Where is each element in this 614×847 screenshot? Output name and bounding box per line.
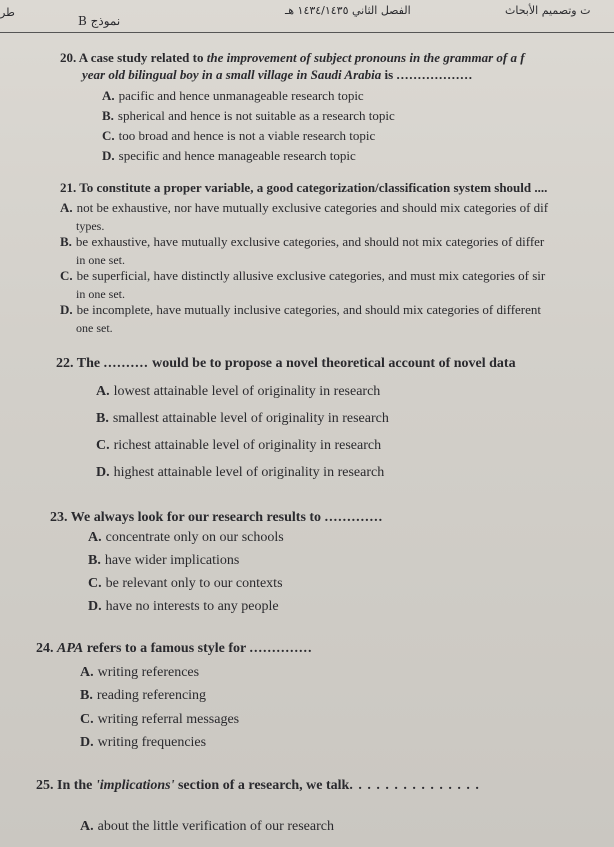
question-23-stem: 23. We always look for our research results to ............. bbox=[50, 510, 384, 525]
question-21-option-d[interactable]: D. be incomplete, have mutually inclusive categories, and should mix categories of different bbox=[60, 302, 542, 317]
question-24-option-c[interactable]: C. writing referral messages bbox=[80, 712, 240, 727]
question-21-option-b-continued: in one set. bbox=[76, 253, 125, 267]
question-24-stem: 24. APA refers to a famous style for .............. bbox=[36, 641, 313, 656]
question-23-option-a[interactable]: A. concentrate only on our schools bbox=[88, 530, 284, 545]
header-left-mark: طر bbox=[0, 6, 15, 19]
question-25-option-a[interactable]: A. about the little verification of our research bbox=[80, 819, 334, 834]
course-title: ت وتصميم الأبحاث bbox=[505, 4, 591, 17]
question-21-option-a[interactable]: A. not be exhaustive, nor have mutually exclusive categories and should mix categories of dif bbox=[60, 200, 549, 215]
question-20-option-a[interactable]: A. pacific and hence unmanageable research topic bbox=[102, 88, 364, 103]
question-22-option-a[interactable]: A. lowest attainable level of originality in research bbox=[96, 384, 381, 399]
question-24-option-a[interactable]: A. writing references bbox=[80, 665, 200, 680]
question-20-stem-line1: 20. A case study related to the improvement of subject pronouns in the grammar of a f bbox=[60, 50, 525, 65]
question-22-option-d[interactable]: D. highest attainable level of originality in research bbox=[96, 465, 385, 480]
question-24-option-d[interactable]: D. writing frequencies bbox=[80, 735, 207, 750]
page-header bbox=[0, 0, 614, 34]
question-25-stem: 25. In the 'implications' section of a research, we talk. . . . . . . . . . . . . . . bbox=[36, 778, 480, 793]
semester-date: الفصل الثاني ١٤٣٤/١٤٣٥ هـ bbox=[285, 4, 411, 17]
question-20-option-c[interactable]: C. too broad and hence is not a viable research topic bbox=[102, 128, 376, 143]
question-21-option-c[interactable]: C. be superficial, have distinctly allusive exclusive categories, and must mix categories of sir bbox=[60, 268, 546, 283]
question-24-option-b[interactable]: B. reading referencing bbox=[80, 688, 207, 703]
question-23-option-d[interactable]: D. have no interests to any people bbox=[88, 599, 279, 614]
question-21-option-c-continued: in one set. bbox=[76, 287, 125, 301]
question-20-option-d[interactable]: D. specific and hence manageable research topic bbox=[102, 148, 356, 163]
question-22-option-c[interactable]: C. richest attainable level of originality in research bbox=[96, 438, 382, 453]
question-21-option-b[interactable]: B. be exhaustive, have mutually exclusive categories, and should not mix categories of differ bbox=[60, 234, 545, 249]
question-22-stem: 22. The .......... would be to propose a novel theoretical account of novel data bbox=[56, 356, 516, 371]
question-21-option-a-continued: types. bbox=[76, 219, 105, 233]
question-21-stem: 21. To constitute a proper variable, a good categorization/classification system should .... bbox=[60, 180, 548, 195]
question-23-option-c[interactable]: C. be relevant only to our contexts bbox=[88, 576, 283, 591]
question-20-stem-line2: year old bilingual boy in a small village in Saudi Arabia is .................. bbox=[82, 67, 473, 82]
question-20-option-b[interactable]: B. spherical and hence is not suitable as a research topic bbox=[102, 108, 395, 123]
question-22-option-b[interactable]: B. smallest attainable level of originality in research bbox=[96, 411, 389, 426]
header-divider bbox=[0, 32, 614, 33]
exam-model-label: B نموذج bbox=[78, 14, 121, 28]
question-23-option-b[interactable]: B. have wider implications bbox=[88, 553, 240, 568]
question-21-option-d-continued: one set. bbox=[76, 321, 113, 335]
